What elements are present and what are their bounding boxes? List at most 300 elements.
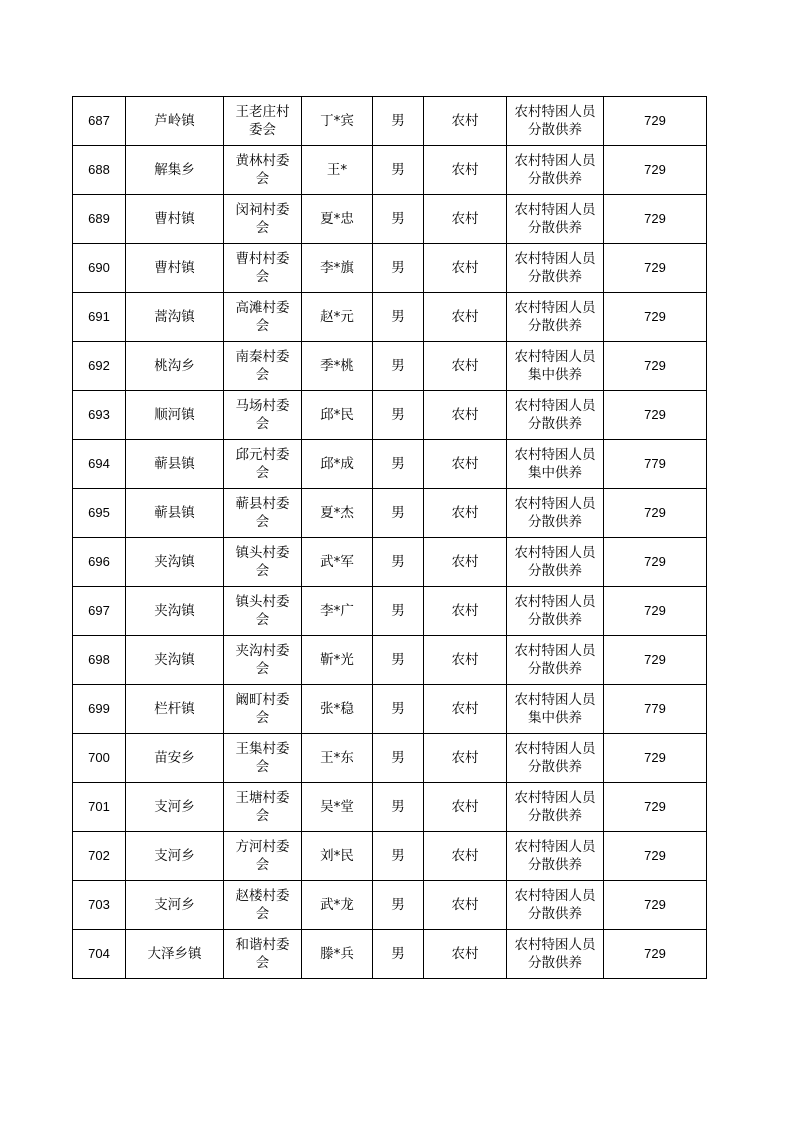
table-row — [73, 832, 707, 881]
village-committee-cell — [224, 440, 302, 489]
village-committee-cell — [224, 195, 302, 244]
person-name-cell — [302, 685, 373, 734]
area-type-cell-text: 农村 — [451, 505, 479, 521]
person-name-cell-text: 夏*忠 — [320, 211, 354, 227]
amount-cell-text: 729 — [644, 407, 666, 422]
town-cell-text: 支河乡 — [154, 848, 195, 864]
amount-cell-text: 729 — [644, 848, 666, 863]
town-cell-text: 桃沟乡 — [154, 358, 195, 374]
village-committee-cell — [224, 930, 302, 979]
gender-cell — [373, 783, 424, 832]
support-category-cell-text: 农村特困人员分散供养 — [514, 300, 596, 334]
person-name-cell — [302, 146, 373, 195]
support-category-cell-text: 农村特困人员分散供养 — [514, 839, 596, 873]
support-category-cell — [507, 195, 604, 244]
village-committee-cell-text: 王塘村委会 — [235, 790, 290, 824]
town-cell — [126, 195, 224, 244]
village-committee-cell-text: 闵祠村委会 — [235, 202, 290, 236]
person-name-cell — [302, 293, 373, 342]
village-committee-cell — [224, 97, 302, 146]
amount-cell-text: 729 — [644, 652, 666, 667]
person-name-cell-text: 李*旗 — [320, 260, 354, 276]
town-cell — [126, 734, 224, 783]
table-row — [73, 930, 707, 979]
area-type-cell-text: 农村 — [451, 848, 479, 864]
gender-cell-text: 男 — [391, 701, 405, 717]
person-name-cell-text: 王*东 — [320, 750, 354, 766]
row-number-cell — [73, 734, 126, 783]
amount-cell-text: 729 — [644, 113, 666, 128]
gender-cell — [373, 293, 424, 342]
gender-cell — [373, 391, 424, 440]
amount-cell — [604, 881, 707, 930]
area-type-cell-text: 农村 — [451, 113, 479, 129]
village-committee-cell — [224, 832, 302, 881]
row-number-cell-text: 687 — [88, 113, 110, 128]
row-number-cell-text: 704 — [88, 946, 110, 961]
village-committee-cell-text: 曹村村委会 — [235, 251, 290, 285]
beneficiary-table — [72, 96, 707, 979]
table-row — [73, 97, 707, 146]
gender-cell-text: 男 — [391, 946, 405, 962]
gender-cell — [373, 930, 424, 979]
person-name-cell — [302, 489, 373, 538]
support-category-cell — [507, 293, 604, 342]
table-row — [73, 195, 707, 244]
town-cell-text: 支河乡 — [154, 799, 195, 815]
person-name-cell-text: 李*广 — [320, 603, 354, 619]
gender-cell — [373, 685, 424, 734]
gender-cell — [373, 636, 424, 685]
support-category-cell-text: 农村特困人员分散供养 — [514, 937, 596, 971]
village-committee-cell — [224, 538, 302, 587]
table-row — [73, 293, 707, 342]
area-type-cell-text: 农村 — [451, 897, 479, 913]
row-number-cell-text: 698 — [88, 652, 110, 667]
town-cell — [126, 244, 224, 293]
amount-cell — [604, 293, 707, 342]
row-number-cell — [73, 538, 126, 587]
table-row — [73, 342, 707, 391]
village-committee-cell — [224, 587, 302, 636]
area-type-cell — [424, 489, 507, 538]
village-committee-cell — [224, 881, 302, 930]
town-cell — [126, 538, 224, 587]
support-category-cell — [507, 832, 604, 881]
town-cell-text: 顺河镇 — [154, 407, 195, 423]
support-category-cell — [507, 97, 604, 146]
gender-cell — [373, 734, 424, 783]
area-type-cell — [424, 636, 507, 685]
amount-cell — [604, 146, 707, 195]
village-committee-cell-text: 王老庄村委会 — [235, 104, 290, 138]
town-cell-text: 芦岭镇 — [154, 113, 195, 129]
amount-cell-text: 729 — [644, 750, 666, 765]
area-type-cell — [424, 244, 507, 293]
row-number-cell — [73, 881, 126, 930]
area-type-cell-text: 农村 — [451, 260, 479, 276]
gender-cell-text: 男 — [391, 848, 405, 864]
person-name-cell — [302, 587, 373, 636]
support-category-cell-text: 农村特困人员分散供养 — [514, 496, 596, 530]
support-category-cell-text: 农村特困人员集中供养 — [514, 692, 596, 726]
person-name-cell — [302, 244, 373, 293]
support-category-cell-text: 农村特困人员分散供养 — [514, 545, 596, 579]
town-cell — [126, 587, 224, 636]
row-number-cell-text: 700 — [88, 750, 110, 765]
support-category-cell — [507, 391, 604, 440]
amount-cell — [604, 783, 707, 832]
support-category-cell-text: 农村特困人员集中供养 — [514, 349, 596, 383]
row-number-cell — [73, 587, 126, 636]
person-name-cell — [302, 342, 373, 391]
amount-cell — [604, 489, 707, 538]
gender-cell — [373, 146, 424, 195]
town-cell — [126, 489, 224, 538]
row-number-cell — [73, 195, 126, 244]
amount-cell — [604, 244, 707, 293]
person-name-cell-text: 武*军 — [320, 554, 354, 570]
area-type-cell — [424, 293, 507, 342]
person-name-cell — [302, 881, 373, 930]
table-row — [73, 146, 707, 195]
table-row — [73, 538, 707, 587]
row-number-cell-text: 692 — [88, 358, 110, 373]
town-cell — [126, 146, 224, 195]
town-cell-text: 蕲县镇 — [154, 505, 195, 521]
village-committee-cell-text: 黄林村委会 — [235, 153, 290, 187]
amount-cell-text: 779 — [644, 456, 666, 471]
amount-cell-text: 729 — [644, 358, 666, 373]
amount-cell-text: 729 — [644, 505, 666, 520]
village-committee-cell — [224, 342, 302, 391]
row-number-cell — [73, 489, 126, 538]
gender-cell-text: 男 — [391, 603, 405, 619]
town-cell — [126, 930, 224, 979]
village-committee-cell — [224, 146, 302, 195]
row-number-cell — [73, 685, 126, 734]
village-committee-cell-text: 夹沟村委会 — [235, 643, 290, 677]
area-type-cell — [424, 146, 507, 195]
support-category-cell-text: 农村特困人员分散供养 — [514, 202, 596, 236]
town-cell — [126, 440, 224, 489]
person-name-cell-text: 夏*杰 — [320, 505, 354, 521]
person-name-cell-text: 武*龙 — [320, 897, 354, 913]
area-type-cell — [424, 783, 507, 832]
support-category-cell — [507, 734, 604, 783]
support-category-cell-text: 农村特困人员分散供养 — [514, 643, 596, 677]
row-number-cell-text: 703 — [88, 897, 110, 912]
area-type-cell-text: 农村 — [451, 799, 479, 815]
amount-cell-text: 729 — [644, 799, 666, 814]
town-cell-text: 苗安乡 — [154, 750, 195, 766]
person-name-cell — [302, 734, 373, 783]
area-type-cell — [424, 538, 507, 587]
support-category-cell — [507, 489, 604, 538]
town-cell-text: 夹沟镇 — [154, 603, 195, 619]
support-category-cell — [507, 881, 604, 930]
row-number-cell-text: 697 — [88, 603, 110, 618]
gender-cell-text: 男 — [391, 652, 405, 668]
gender-cell-text: 男 — [391, 260, 405, 276]
area-type-cell-text: 农村 — [451, 603, 479, 619]
support-category-cell-text: 农村特困人员分散供养 — [514, 741, 596, 775]
town-cell — [126, 293, 224, 342]
village-committee-cell — [224, 636, 302, 685]
village-committee-cell — [224, 685, 302, 734]
support-category-cell — [507, 783, 604, 832]
person-name-cell-text: 张*稳 — [320, 701, 354, 717]
gender-cell-text: 男 — [391, 211, 405, 227]
gender-cell — [373, 97, 424, 146]
row-number-cell — [73, 97, 126, 146]
person-name-cell-text: 赵*元 — [320, 309, 354, 325]
village-committee-cell — [224, 734, 302, 783]
table-row — [73, 734, 707, 783]
gender-cell-text: 男 — [391, 309, 405, 325]
amount-cell-text: 729 — [644, 946, 666, 961]
table-row — [73, 636, 707, 685]
table-row — [73, 783, 707, 832]
person-name-cell-text: 邱*成 — [320, 456, 354, 472]
amount-cell-text: 779 — [644, 701, 666, 716]
village-committee-cell-text: 赵楼村委会 — [235, 888, 290, 922]
amount-cell — [604, 832, 707, 881]
village-committee-cell-text: 镇头村委会 — [235, 594, 290, 628]
support-category-cell-text: 农村特困人员分散供养 — [514, 104, 596, 138]
area-type-cell-text: 农村 — [451, 309, 479, 325]
support-category-cell — [507, 685, 604, 734]
table-row — [73, 244, 707, 293]
area-type-cell-text: 农村 — [451, 652, 479, 668]
gender-cell — [373, 538, 424, 587]
gender-cell — [373, 244, 424, 293]
support-category-cell-text: 农村特困人员集中供养 — [514, 447, 596, 481]
town-cell-text: 大泽乡镇 — [147, 946, 202, 962]
town-cell — [126, 391, 224, 440]
village-committee-cell-text: 南秦村委会 — [235, 349, 290, 383]
gender-cell-text: 男 — [391, 554, 405, 570]
amount-cell — [604, 538, 707, 587]
amount-cell-text: 729 — [644, 554, 666, 569]
gender-cell-text: 男 — [391, 358, 405, 374]
town-cell-text: 解集乡 — [154, 162, 195, 178]
town-cell — [126, 97, 224, 146]
gender-cell-text: 男 — [391, 750, 405, 766]
town-cell-text: 夹沟镇 — [154, 554, 195, 570]
area-type-cell-text: 农村 — [451, 211, 479, 227]
support-category-cell-text: 农村特困人员分散供养 — [514, 153, 596, 187]
town-cell — [126, 881, 224, 930]
area-type-cell — [424, 734, 507, 783]
table-body — [73, 97, 707, 979]
person-name-cell — [302, 391, 373, 440]
row-number-cell — [73, 636, 126, 685]
row-number-cell — [73, 293, 126, 342]
gender-cell — [373, 881, 424, 930]
amount-cell — [604, 342, 707, 391]
amount-cell — [604, 440, 707, 489]
person-name-cell — [302, 538, 373, 587]
support-category-cell-text: 农村特困人员分散供养 — [514, 251, 596, 285]
area-type-cell-text: 农村 — [451, 456, 479, 472]
gender-cell-text: 男 — [391, 456, 405, 472]
row-number-cell — [73, 244, 126, 293]
town-cell-text: 栏杆镇 — [154, 701, 195, 717]
support-category-cell-text: 农村特困人员分散供养 — [514, 790, 596, 824]
person-name-cell-text: 王* — [326, 162, 348, 178]
town-cell-text: 蒿沟镇 — [154, 309, 195, 325]
amount-cell-text: 729 — [644, 897, 666, 912]
area-type-cell — [424, 391, 507, 440]
person-name-cell — [302, 636, 373, 685]
amount-cell-text: 729 — [644, 309, 666, 324]
support-category-cell — [507, 244, 604, 293]
person-name-cell — [302, 783, 373, 832]
amount-cell-text: 729 — [644, 211, 666, 226]
area-type-cell-text: 农村 — [451, 701, 479, 717]
gender-cell — [373, 195, 424, 244]
person-name-cell — [302, 97, 373, 146]
row-number-cell-text: 690 — [88, 260, 110, 275]
row-number-cell-text: 691 — [88, 309, 110, 324]
support-category-cell — [507, 587, 604, 636]
support-category-cell — [507, 440, 604, 489]
gender-cell-text: 男 — [391, 407, 405, 423]
village-committee-cell-text: 邱元村委会 — [235, 447, 290, 481]
table-row — [73, 685, 707, 734]
area-type-cell — [424, 440, 507, 489]
row-number-cell-text: 701 — [88, 799, 110, 814]
row-number-cell — [73, 440, 126, 489]
area-type-cell — [424, 685, 507, 734]
area-type-cell — [424, 195, 507, 244]
village-committee-cell-text: 方河村委会 — [235, 839, 290, 873]
row-number-cell-text: 702 — [88, 848, 110, 863]
area-type-cell-text: 农村 — [451, 554, 479, 570]
village-committee-cell-text: 阚町村委会 — [235, 692, 290, 726]
area-type-cell — [424, 930, 507, 979]
support-category-cell — [507, 538, 604, 587]
area-type-cell-text: 农村 — [451, 946, 479, 962]
village-committee-cell — [224, 489, 302, 538]
village-committee-cell-text: 镇头村委会 — [235, 545, 290, 579]
town-cell — [126, 832, 224, 881]
table-row — [73, 489, 707, 538]
row-number-cell — [73, 342, 126, 391]
gender-cell — [373, 489, 424, 538]
amount-cell — [604, 587, 707, 636]
town-cell — [126, 783, 224, 832]
area-type-cell-text: 农村 — [451, 407, 479, 423]
person-name-cell-text: 丁*宾 — [320, 113, 354, 129]
amount-cell — [604, 97, 707, 146]
area-type-cell — [424, 97, 507, 146]
amount-cell — [604, 930, 707, 979]
row-number-cell-text: 699 — [88, 701, 110, 716]
village-committee-cell-text: 和谐村委会 — [235, 937, 290, 971]
support-category-cell-text: 农村特困人员分散供养 — [514, 594, 596, 628]
village-committee-cell-text: 马场村委会 — [235, 398, 290, 432]
support-category-cell — [507, 146, 604, 195]
gender-cell — [373, 587, 424, 636]
person-name-cell-text: 吴*堂 — [320, 799, 354, 815]
town-cell-text: 支河乡 — [154, 897, 195, 913]
row-number-cell — [73, 391, 126, 440]
row-number-cell — [73, 146, 126, 195]
person-name-cell-text: 滕*兵 — [320, 946, 354, 962]
table-row — [73, 881, 707, 930]
support-category-cell — [507, 342, 604, 391]
row-number-cell-text: 695 — [88, 505, 110, 520]
table-row — [73, 440, 707, 489]
town-cell-text: 曹村镇 — [154, 260, 195, 276]
area-type-cell — [424, 832, 507, 881]
row-number-cell — [73, 783, 126, 832]
area-type-cell-text: 农村 — [451, 358, 479, 374]
row-number-cell-text: 688 — [88, 162, 110, 177]
village-committee-cell — [224, 244, 302, 293]
table-row — [73, 391, 707, 440]
gender-cell-text: 男 — [391, 505, 405, 521]
village-committee-cell — [224, 391, 302, 440]
person-name-cell — [302, 440, 373, 489]
area-type-cell — [424, 587, 507, 636]
row-number-cell-text: 689 — [88, 211, 110, 226]
gender-cell-text: 男 — [391, 113, 405, 129]
gender-cell — [373, 342, 424, 391]
person-name-cell-text: 邱*民 — [320, 407, 354, 423]
person-name-cell — [302, 930, 373, 979]
amount-cell — [604, 391, 707, 440]
person-name-cell-text: 靳*光 — [320, 652, 354, 668]
town-cell — [126, 636, 224, 685]
support-category-cell — [507, 930, 604, 979]
amount-cell — [604, 734, 707, 783]
area-type-cell — [424, 342, 507, 391]
village-committee-cell-text: 王集村委会 — [235, 741, 290, 775]
village-committee-cell-text: 高滩村委会 — [235, 300, 290, 334]
village-committee-cell — [224, 293, 302, 342]
amount-cell — [604, 195, 707, 244]
table-row — [73, 587, 707, 636]
person-name-cell — [302, 832, 373, 881]
row-number-cell-text: 693 — [88, 407, 110, 422]
support-category-cell — [507, 636, 604, 685]
gender-cell-text: 男 — [391, 162, 405, 178]
gender-cell — [373, 440, 424, 489]
amount-cell-text: 729 — [644, 603, 666, 618]
town-cell-text: 夹沟镇 — [154, 652, 195, 668]
village-committee-cell-text: 蕲县村委会 — [235, 496, 290, 530]
row-number-cell — [73, 930, 126, 979]
area-type-cell-text: 农村 — [451, 162, 479, 178]
village-committee-cell — [224, 783, 302, 832]
row-number-cell-text: 696 — [88, 554, 110, 569]
row-number-cell — [73, 832, 126, 881]
gender-cell — [373, 832, 424, 881]
area-type-cell — [424, 881, 507, 930]
town-cell — [126, 685, 224, 734]
town-cell-text: 蕲县镇 — [154, 456, 195, 472]
person-name-cell-text: 季*桃 — [320, 358, 354, 374]
row-number-cell-text: 694 — [88, 456, 110, 471]
person-name-cell-text: 刘*民 — [320, 848, 354, 864]
support-category-cell-text: 农村特困人员分散供养 — [514, 398, 596, 432]
gender-cell-text: 男 — [391, 799, 405, 815]
amount-cell-text: 729 — [644, 162, 666, 177]
area-type-cell-text: 农村 — [451, 750, 479, 766]
